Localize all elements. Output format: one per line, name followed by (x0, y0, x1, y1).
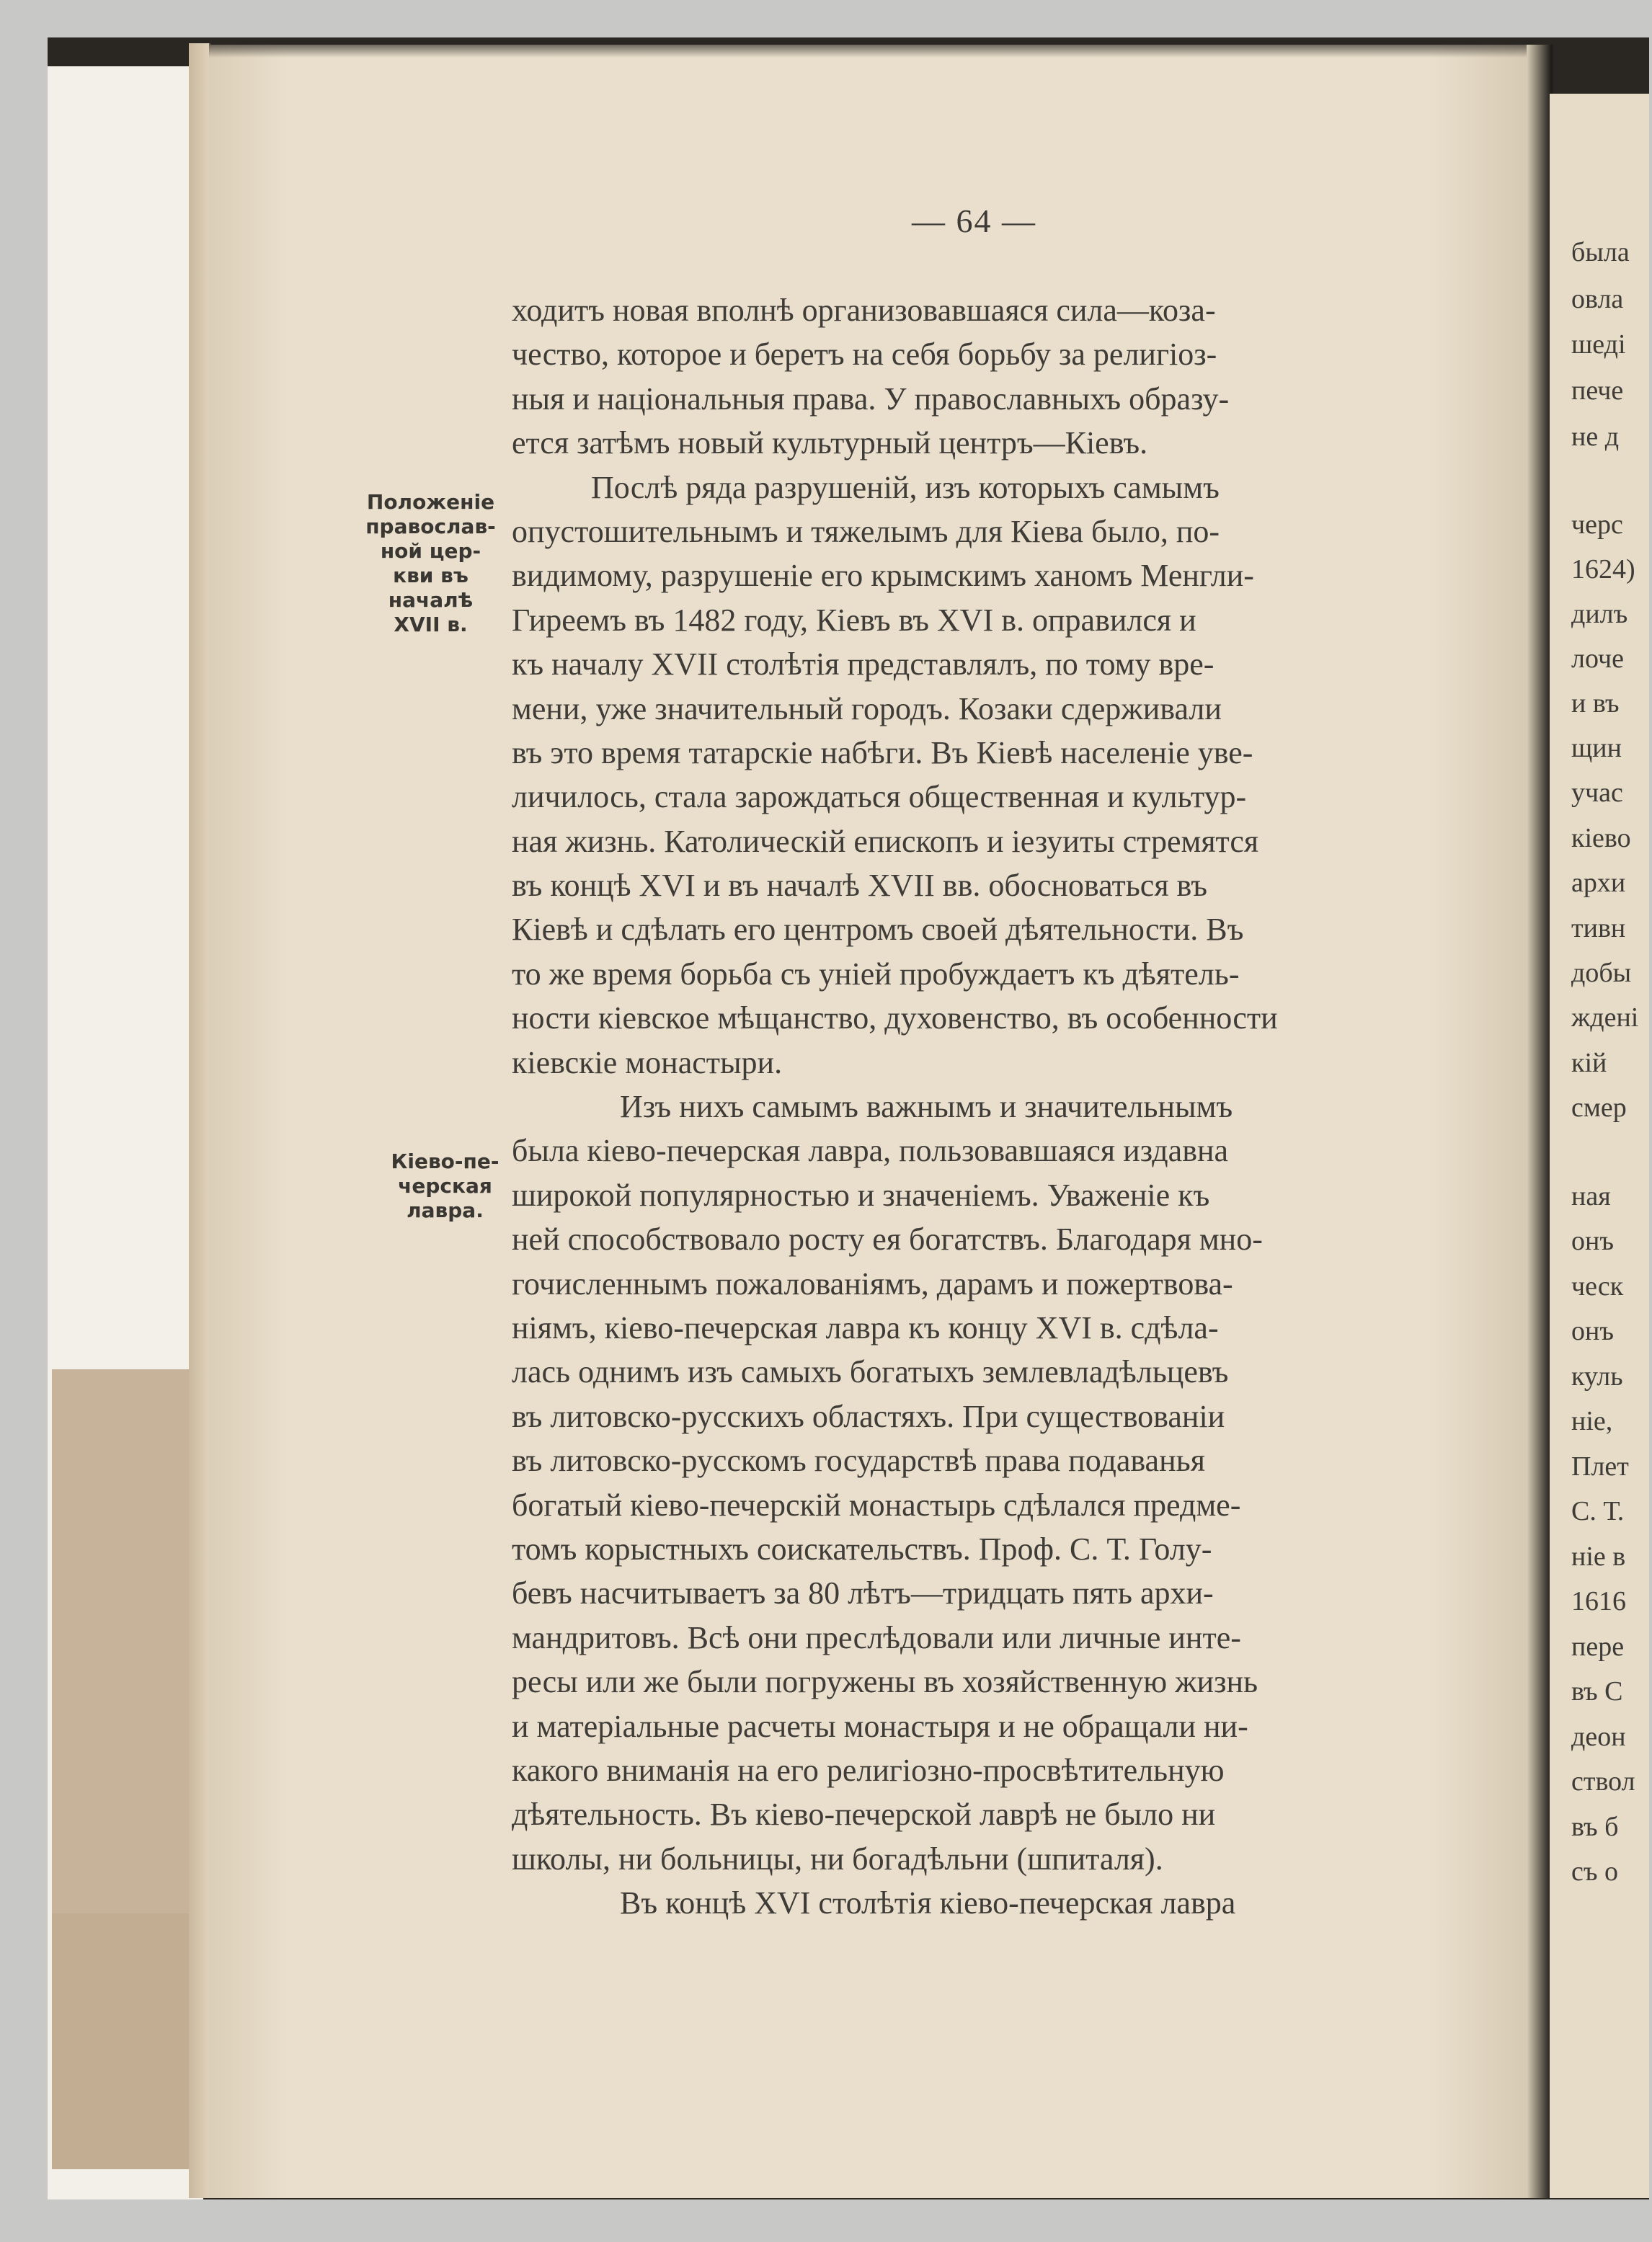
text-line: Въ концѣ XVI столѣтія кіево-печерская лавра (620, 1885, 1236, 1921)
next-page-line: не д (1571, 422, 1620, 452)
next-page-line: С. Т. (1571, 1496, 1625, 1526)
next-page-line: въ б (1571, 1812, 1619, 1842)
next-page-line: онъ (1571, 1316, 1614, 1346)
left-paper-strip-lower (52, 1913, 196, 2169)
next-page-line: была (1571, 237, 1630, 267)
text-line: Гиреемъ въ 1482 году, Кіевъ въ XVI в. оправился и (512, 602, 1196, 638)
next-page-line: смер (1571, 1093, 1627, 1123)
next-page-line: деон (1571, 1722, 1626, 1752)
text-line: опустошительнымъ и тяжелымъ для Кіева было, по- (512, 513, 1220, 549)
next-page-line: Плет (1571, 1451, 1629, 1482)
text-line: видимому, разрушеніе его крымскимъ ханомъ Менгли- (512, 558, 1254, 594)
next-page-line: ствол (1571, 1766, 1635, 1797)
text-line: дѣятельность. Въ кіево-печерской лаврѣ не было ни (512, 1797, 1216, 1833)
page-top-shadow (209, 37, 1649, 58)
margin-note-line: XVII в. (394, 613, 468, 636)
next-page-line: ждені (1571, 1002, 1639, 1033)
next-page-line: тивн (1571, 913, 1626, 943)
scan-bottom-margin (0, 2199, 1652, 2242)
text-line: ется затѣмъ новый культурный центръ—Кіевъ. (512, 425, 1148, 461)
margin-note-line: православ- (365, 515, 496, 538)
margin-note-lavra (382, 1149, 508, 1223)
next-page-line: ная (1571, 1181, 1611, 1211)
margin-note-orthodox-church (353, 490, 508, 637)
next-page-line: 1616 (1571, 1586, 1626, 1616)
text-line: лась однимъ изъ самыхъ богатыхъ землевладѣльцевъ (512, 1354, 1229, 1390)
margin-note-line: лавра. (407, 1198, 484, 1222)
text-line: богатый кіево-печерскій монастырь сдѣлался предме- (512, 1487, 1241, 1523)
text-line: къ началу XVII столѣтія представлялъ, по тому вре- (512, 646, 1214, 682)
text-line: мени, уже значительный городъ. Козаки сдерживали (512, 690, 1222, 726)
next-page-line: куль (1571, 1361, 1623, 1392)
next-page-line: пече (1571, 375, 1624, 406)
text-line: въ литовско-русскомъ государствѣ права подаванья (512, 1443, 1205, 1479)
next-page-line: дилъ (1571, 599, 1628, 629)
next-page-line: добы (1571, 958, 1632, 988)
text-line: была кіево-печерская лавра, пользовавшаяся издавна (512, 1133, 1229, 1169)
next-page-line: шеді (1571, 329, 1626, 360)
text-line: ходитъ новая вполнѣ организовавшаяся сила—коза- (512, 293, 1216, 328)
margin-note-line: ной цер- (380, 539, 481, 563)
text-line: школы, ни больницы, ни богадѣльни (шпиталя). (512, 1841, 1163, 1877)
page-number: — 64 — (912, 203, 1036, 239)
body-text (512, 288, 1528, 1925)
margin-note-line: началѣ (388, 588, 474, 612)
text-line: кіевскіе монастыри. (512, 1044, 783, 1080)
next-page-line: ніе, (1571, 1406, 1613, 1436)
text-line: въ концѣ XVI и въ началѣ XVII вв. обосноваться въ (512, 868, 1207, 904)
text-line: широкой популярностью и значеніемъ. Уваженіе къ (512, 1177, 1210, 1213)
next-page-line: овла (1571, 284, 1624, 314)
next-page-line: съ о (1571, 1856, 1619, 1887)
text-line: ная жизнь. Католическій епископъ и іезуиты стремятся (512, 823, 1259, 859)
page-edge (189, 43, 210, 2198)
text-line: гочисленнымъ пожалованіямъ, дарамъ и пожертвова- (512, 1265, 1233, 1302)
text-line: въ это время татарскіе набѣги. Въ Кіевѣ населеніе уве- (512, 734, 1253, 770)
margin-note-line: черская (398, 1174, 492, 1198)
text-line: въ литовско-русскихъ областяхъ. При существованіи (512, 1398, 1225, 1434)
next-page-line: и въ (1571, 688, 1620, 719)
text-line: ныя и національныя права. У православныхъ образу- (512, 381, 1230, 417)
next-page-line: кій (1571, 1048, 1607, 1078)
next-page-line: въ С (1571, 1676, 1623, 1707)
text-line: Кіевѣ и сдѣлать его центромъ своей дѣятельности. Въ (512, 912, 1244, 948)
text-line: Изъ нихъ самымъ важнымъ и значительнымъ (620, 1089, 1233, 1125)
next-page-line: черс (1571, 510, 1623, 540)
margin-note-line: кви въ (393, 564, 468, 587)
text-line: и матеріальные расчеты монастыря и не обращали ни- (512, 1708, 1248, 1744)
text-line: бевъ насчитываетъ за 80 лѣтъ—тридцать пять архи- (512, 1575, 1214, 1611)
next-page-line: щин (1571, 733, 1622, 763)
next-page-fragment (1550, 94, 1649, 2198)
next-page-line: учас (1571, 778, 1623, 808)
text-line: Послѣ ряда разрушеній, изъ которыхъ самымъ (591, 469, 1220, 505)
text-line: то же время борьба съ уніей пробуждаетъ къ дѣятель- (512, 956, 1240, 992)
next-page-line: лоче (1571, 644, 1624, 674)
margin-note-line: Положеніе (366, 490, 495, 514)
text-line: томъ корыстныхъ соискательствъ. Проф. С. Т. Голу- (512, 1531, 1212, 1567)
next-page-line: кіево (1571, 823, 1631, 853)
next-page-line: ніе в (1571, 1542, 1626, 1572)
text-line: личилось, стала зарождаться общественная и культур- (512, 779, 1247, 815)
text-line: чество, которое и беретъ на себя борьбу за религіоз- (512, 337, 1217, 373)
next-page-line: онъ (1571, 1226, 1614, 1256)
next-page-line: архи (1571, 868, 1626, 898)
text-line: ресы или же были погружены въ хозяйственную жизнь (512, 1664, 1258, 1700)
margin-note-line: Кіево-пе- (391, 1149, 499, 1173)
text-line: мандритовъ. Всѣ они преслѣдовали или личные инте- (512, 1619, 1241, 1655)
text-line: какого вниманія на его религіозно-просвѣтительную (512, 1752, 1225, 1788)
text-line: ней способствовало росту ея богатствъ. Благодаря мно- (512, 1222, 1263, 1258)
next-page-line: 1624) (1571, 554, 1635, 584)
next-page-line: пере (1571, 1632, 1625, 1662)
next-page-line: ческ (1571, 1271, 1624, 1302)
text-line: ности кіевское мѣщанство, духовенство, въ особенности (512, 1000, 1278, 1036)
text-line: ніямъ, кіево-печерская лавра къ концу XVI в. сдѣла- (512, 1309, 1219, 1345)
